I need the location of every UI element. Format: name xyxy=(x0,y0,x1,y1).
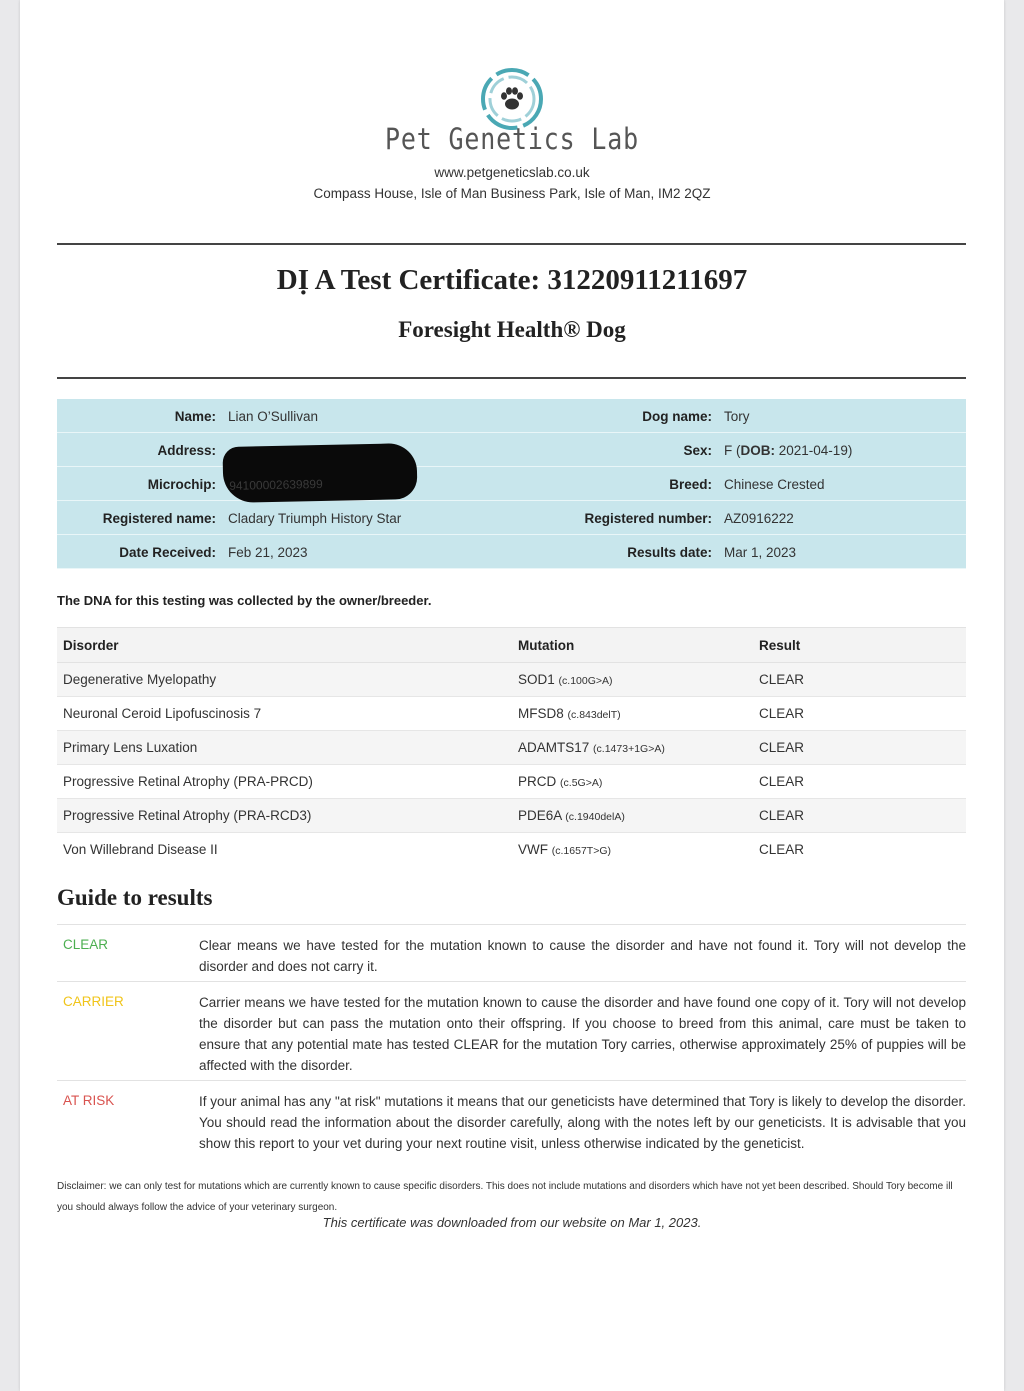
guide-item-carrier xyxy=(57,982,966,1081)
disclaimer: Disclaimer: we can only test for mutations which are currently known to cause specific disorders. This does not include mutations and disorders which have not yet been described. Should Tory become ill you should always follow the advice of your veterinary surgeon. xyxy=(57,1181,953,1213)
brand-name: Pet Genetics Lab xyxy=(384,122,639,156)
table-row xyxy=(57,697,966,731)
guide-key-at-risk: AT RISK xyxy=(63,1093,115,1108)
registered-name-label: Registered name: xyxy=(102,511,216,526)
disorder-cell: Neuronal Ceroid Lipofuscinosis 7 xyxy=(57,697,512,731)
info-row xyxy=(57,433,966,467)
table-header-row xyxy=(57,628,966,663)
mutation-cell: PRCD (c.5G>A) xyxy=(512,765,753,799)
mutation-cell: VWF (c.1657T>G) xyxy=(518,842,611,857)
guide-to-results xyxy=(57,924,966,1158)
guide-title: Guide to results xyxy=(57,885,213,910)
table-row xyxy=(57,663,966,697)
redaction-scribble xyxy=(222,443,417,503)
microchip-label: Microchip: xyxy=(147,477,216,492)
disorder-cell: Primary Lens Luxation xyxy=(57,731,512,765)
registered-number-label: Registered number: xyxy=(584,511,712,526)
address-label: Address: xyxy=(157,443,216,458)
collection-note: The DNA for this testing was collected by the owner/breeder. xyxy=(57,593,432,608)
breed-value: Chinese Crested xyxy=(724,477,825,492)
downloaded-note: This certificate was downloaded from our website on Mar 1, 2023. xyxy=(322,1215,702,1230)
certificate-title: DỊ A Test Certificate: 31220911211697 xyxy=(276,264,748,296)
results-date: Mar 1, 2023 xyxy=(724,545,797,560)
result-cell: CLEAR xyxy=(753,765,966,799)
registered-name: Cladary Triumph History Star xyxy=(228,511,402,526)
result-cell: CLEAR xyxy=(753,731,966,765)
sex-label: Sex: xyxy=(683,443,712,458)
website-link[interactable]: www.petgeneticslab.co.uk xyxy=(434,165,590,180)
certificate-subtitle: Foresight Health® Dog xyxy=(398,317,626,342)
dog-name-label: Dog name: xyxy=(642,409,712,424)
disorder-cell: Progressive Retinal Atrophy (PRA-RCD3) xyxy=(57,799,512,833)
guide-item-clear xyxy=(57,925,966,982)
divider xyxy=(57,377,966,379)
table-row xyxy=(57,731,966,765)
result-cell: CLEAR xyxy=(753,663,966,697)
disorder-cell: Progressive Retinal Atrophy (PRA-PRCD) xyxy=(57,765,512,799)
lab-address: Compass House, Isle of Man Business Park, Isle of Man, IM2 2QZ xyxy=(313,186,711,201)
microchip-value: 94100002639899 xyxy=(229,476,323,493)
result-cell: CLEAR xyxy=(753,799,966,833)
mutation-cell: MFSD8 (c.843delT) xyxy=(512,697,753,731)
results-table xyxy=(57,627,966,866)
divider xyxy=(57,243,966,245)
mutation-cell: SOD1 (c.100G>A) xyxy=(512,663,753,697)
guide-item-at-risk xyxy=(57,1081,966,1158)
info-row xyxy=(57,535,966,569)
guide-text-clear: Clear means we have tested for the mutation known to cause the disorder and have not found it. Tory will not develop the disorder and does not carry it. xyxy=(199,938,966,974)
column-header-disorder: Disorder xyxy=(57,628,512,663)
owner-name: Lian O’Sullivan xyxy=(228,409,319,424)
guide-key-carrier: CARRIER xyxy=(63,994,124,1009)
mutation-cell: ADAMTS17 (c.1473+1G>A) xyxy=(512,731,753,765)
disorder-cell: Degenerative Myelopathy xyxy=(57,663,512,697)
sex-value: F (DOB: 2021-04-19) xyxy=(724,443,853,458)
disorder-cell: Von Willebrand Disease II xyxy=(63,842,218,857)
table-row xyxy=(57,833,966,867)
certificate-page xyxy=(20,0,1004,1391)
guide-text-at-risk: If your animal has any "at risk" mutations it means that our geneticists have determined that Tory is likely to develop the disorder. You should read the information about the disorder carefully, along with the notes left by our geneticists. It is advisable that you show this report to your vet during your next routine visit, unless otherwise indicated by the geneticist. xyxy=(199,1094,966,1151)
table-row xyxy=(57,765,966,799)
breed-label: Breed: xyxy=(669,477,712,492)
date-received: Feb 21, 2023 xyxy=(228,545,308,560)
registered-number: AZ0916222 xyxy=(724,511,794,526)
info-row xyxy=(57,467,966,501)
results-date-label: Results date: xyxy=(627,545,712,560)
guide-text-carrier: Carrier means we have tested for the mutation known to cause the disorder and have found one copy of it. Tory will not develop the disorder but can pass the mutation onto their offspring. If you choose to breed from this animal, care must be taken to ensure that any potential mate has tested CLEAR for the mutation Tory carries, otherwise approximately 25% of puppies will be affected with the disorder. xyxy=(199,995,966,1073)
date-received-label: Date Received: xyxy=(119,545,216,560)
name-label: Name: xyxy=(174,409,216,424)
info-row xyxy=(57,399,966,433)
mutation-cell: PDE6A (c.1940delA) xyxy=(512,799,753,833)
dog-name: Tory xyxy=(724,409,750,424)
column-header-mutation: Mutation xyxy=(512,628,753,663)
table-row xyxy=(57,799,966,833)
owner-dog-info-panel xyxy=(57,399,966,569)
column-header-result: Result xyxy=(753,628,966,663)
result-cell: CLEAR xyxy=(759,842,805,857)
guide-key-clear: CLEAR xyxy=(63,937,109,952)
result-cell: CLEAR xyxy=(753,697,966,731)
info-row xyxy=(57,501,966,535)
